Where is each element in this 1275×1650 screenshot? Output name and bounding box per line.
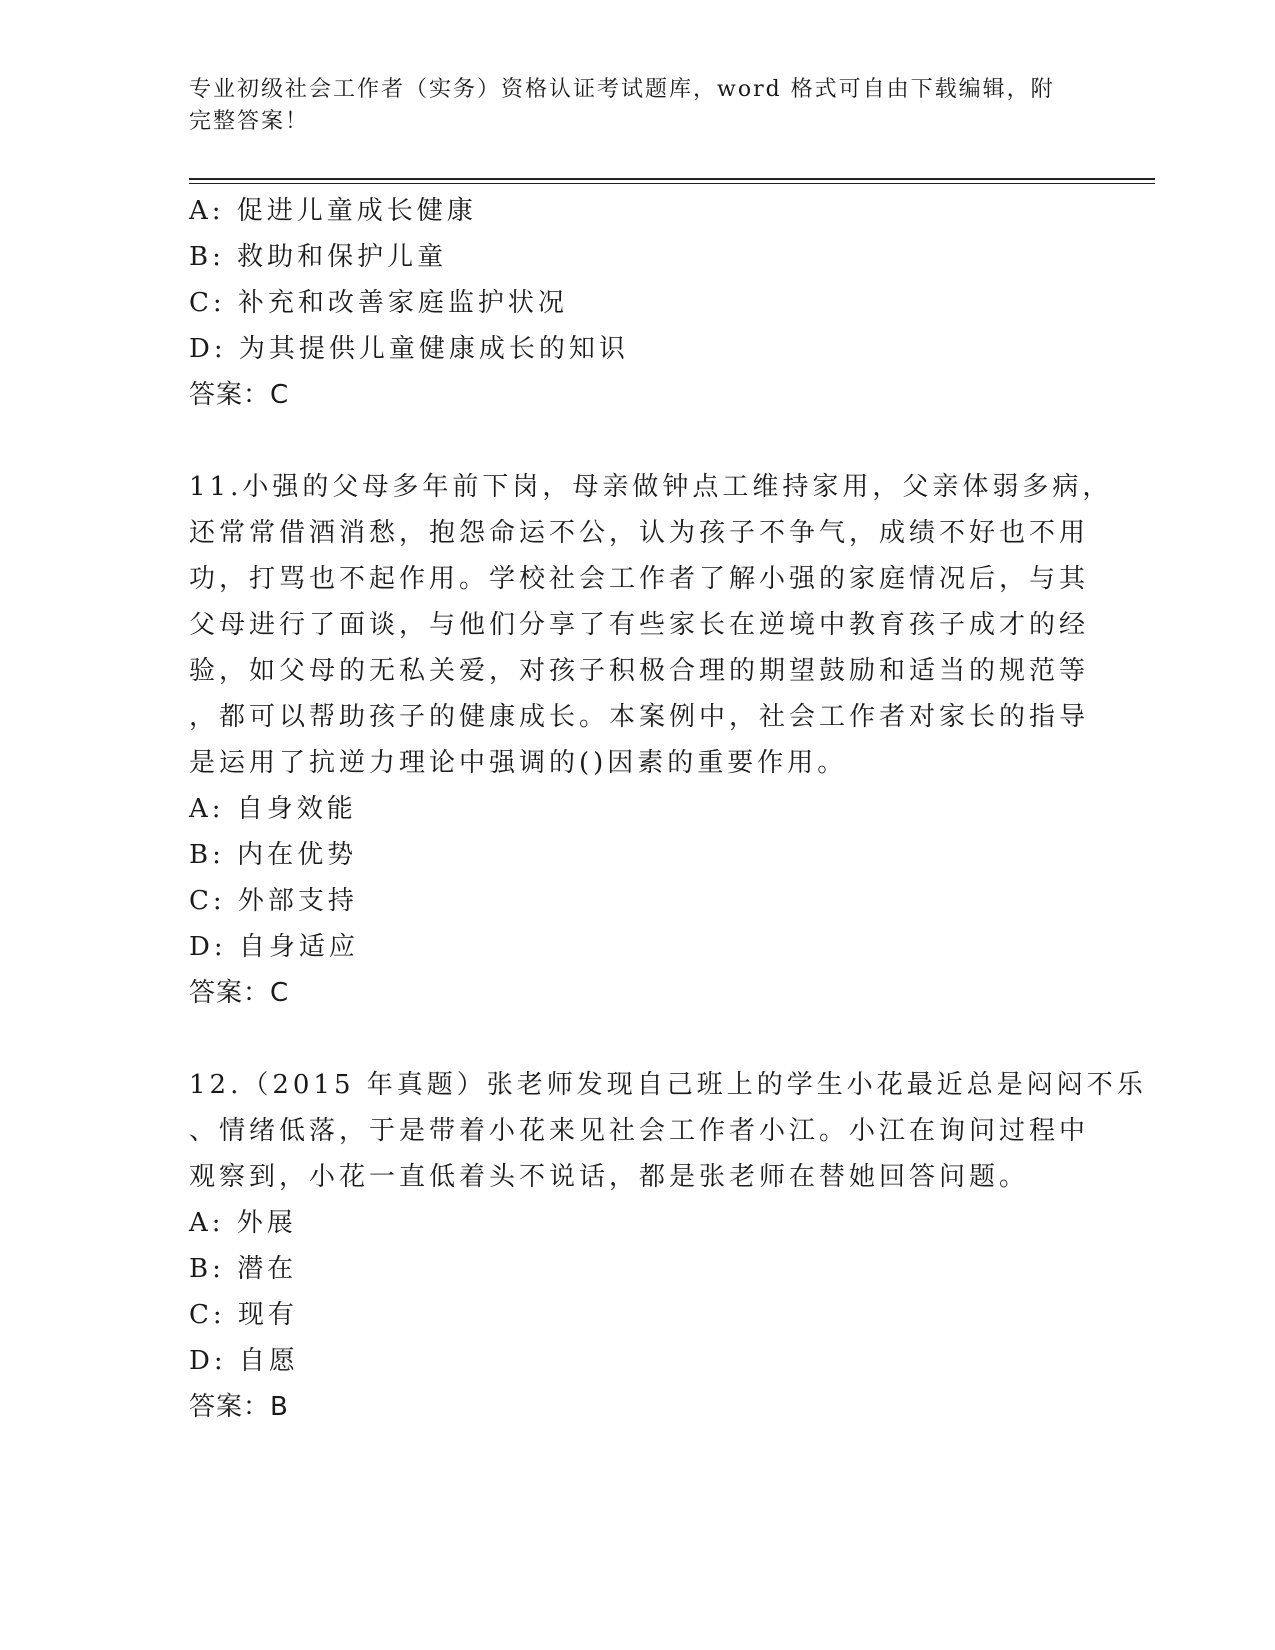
- question-stem-line: 11.小强的父母多年前下岗，母亲做钟点工维持家用，父亲体弱多病，: [189, 472, 1113, 502]
- answer-line: 答案：C: [189, 380, 290, 410]
- option-a: A: 外展: [189, 1208, 297, 1238]
- option-a: A: 促进儿童成长健康: [189, 196, 477, 226]
- question-list: [189, 188, 1147, 1430]
- question-stem-line: 验，如父母的无私关爱，对孩子积极合理的期望鼓励和适当的规范等: [189, 656, 1090, 686]
- option-c: C: 外部支持: [189, 886, 358, 916]
- question-stem-line: 父母进行了面谈，与他们分享了有些家长在逆境中教育孩子成才的经: [189, 610, 1090, 640]
- question-11: [189, 464, 1113, 1016]
- option-c: C: 补充和改善家庭监护状况: [189, 288, 568, 318]
- spacer: [189, 1016, 1089, 1062]
- question-stem-line: 是运用了抗逆力理论中强调的()因素的重要作用。: [189, 748, 848, 778]
- option-a: A: 自身效能: [189, 794, 357, 824]
- question-stem-line: 功，打骂也不起作用。学校社会工作者了解小强的家庭情况后，与其: [189, 564, 1090, 594]
- header-divider-thin: [189, 183, 1155, 184]
- spacer: [189, 418, 1089, 464]
- option-d: D: 为其提供儿童健康成长的知识: [189, 334, 629, 364]
- option-d: D: 自愿: [189, 1346, 299, 1376]
- header-line-2: 完整答案！: [189, 109, 310, 134]
- option-b: B: 潜在: [189, 1254, 298, 1284]
- answer-line: 答案：B: [189, 1392, 289, 1422]
- option-c: C: 现有: [189, 1300, 298, 1330]
- option-b: B: 内在优势: [189, 840, 358, 870]
- question-stem-line: 还常常借酒消愁，抱怨命运不公，认为孩子不争气，成绩不好也不用: [189, 518, 1090, 548]
- header-line-1: 专业初级社会工作者（实务）资格认证考试题库，word 格式可自由下载编辑，附: [189, 77, 1055, 102]
- question-12: [189, 1062, 1147, 1430]
- question-stem-line: ，都可以帮助孩子的健康成长。本案例中，社会工作者对家长的指导: [189, 702, 1090, 732]
- question-stem-line: 观察到，小花一直低着头不说话，都是张老师在替她回答问题。: [189, 1162, 1030, 1192]
- question-10: [189, 188, 1089, 418]
- question-stem-line: 12.（2015 年真题）张老师发现自己班上的学生小花最近总是闷闷不乐: [189, 1070, 1147, 1100]
- document-header: [189, 74, 1089, 138]
- header-divider-thick: [189, 178, 1155, 180]
- answer-line: 答案：C: [189, 978, 290, 1008]
- question-stem-line: 、情绪低落，于是带着小花来见社会工作者小江。小江在询问过程中: [189, 1116, 1090, 1146]
- option-b: B: 救助和保护儿童: [189, 242, 448, 272]
- option-d: D: 自身适应: [189, 932, 359, 962]
